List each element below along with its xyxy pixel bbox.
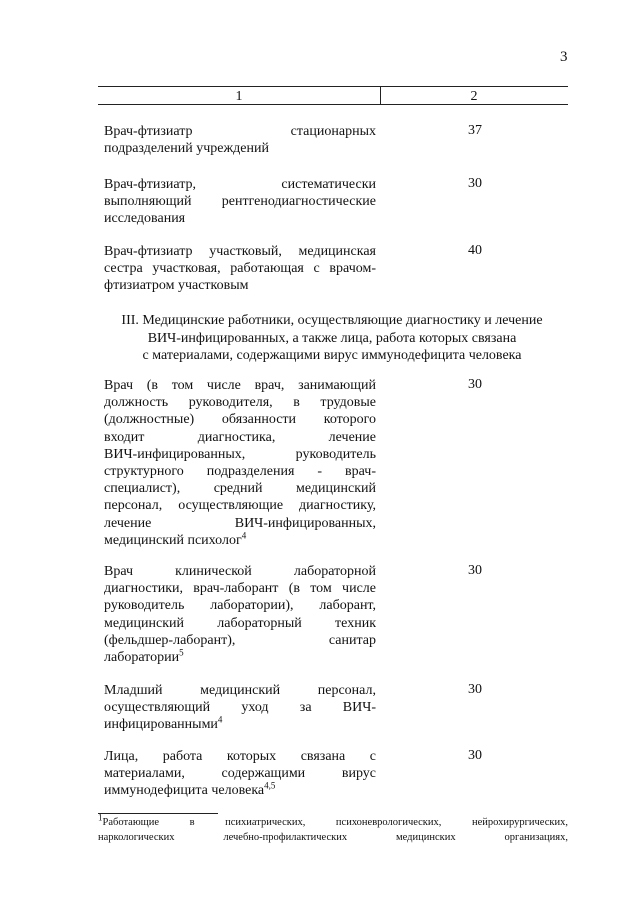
entry-line: (фельдшер-лаборант), санитар [104, 632, 376, 648]
entry-value: 30 [468, 377, 482, 392]
footnote-line-text: Работающие в психиатрических, психоневрологических, нейрохирургических, [102, 817, 568, 828]
column-header-2: 2 [470, 89, 478, 104]
table-row-section-entry-1 [104, 377, 376, 549]
entry-line: Лица, работа которых связана с [104, 749, 376, 764]
entry-line: руководитель лаборатории), лаборант, [104, 598, 376, 614]
entry-line: Врач клинической лабораторной [104, 564, 376, 579]
footnote-text [98, 812, 568, 828]
entry-line-text: иммунодефицита человека [104, 783, 265, 799]
footnote [98, 812, 568, 845]
entry-line-with-note [104, 532, 376, 549]
entry-line: Врач-фтизиатр участковый, медицинская [104, 244, 376, 259]
footnote-line-with-mark [98, 812, 568, 830]
section-heading [98, 312, 566, 365]
section-heading-line: ВИЧ-инфицированных, а также лица, работа которых связана [147, 330, 517, 346]
entry-value: 30 [468, 682, 482, 697]
entry-line: ВИЧ-инфицированных, руководитель [104, 446, 376, 462]
entry-line: медицинский лабораторный техник [104, 615, 376, 631]
section-heading-line: III. Медицинские работники, осуществляющие диагностику и лечение [121, 313, 543, 328]
table-row-section-entry-3 [104, 682, 376, 734]
page-number: 3 [560, 49, 568, 65]
footnote-reference: 5 [179, 647, 184, 658]
footnote-line: наркологических лечебно-профилактических медицинских организациях, [98, 832, 568, 843]
entry-value: 30 [468, 563, 482, 578]
entry-value: 37 [468, 123, 482, 138]
entry-line: Врач-фтизиатр стационарных [104, 124, 376, 139]
entry-line-text: медицинский психолог [104, 532, 242, 548]
entry-line: Младший медицинский персонал, [104, 683, 376, 698]
footnote-rule [98, 813, 218, 814]
table-row-entry-2 [104, 176, 376, 228]
entry-line: входит диагностика, лечение [104, 429, 376, 445]
entry-line: Врач-фтизиатр, систематически [104, 177, 376, 192]
entry-line: подразделений учреждений [104, 141, 269, 157]
entry-line-text: инфицированными [104, 717, 218, 733]
table-header-top-rule [98, 86, 568, 87]
entry-line: лечение ВИЧ-инфицированных, [104, 515, 376, 531]
footnote-reference: 4 [241, 530, 247, 541]
entry-line: структурного подразделения - врач- [104, 464, 376, 480]
table-row-entry-1 [104, 123, 376, 157]
entry-value: 30 [468, 748, 482, 763]
table-row-section-entry-2 [104, 563, 376, 666]
section-heading-line: с материалами, содержащими вирус иммунодефицита человека [142, 348, 522, 363]
footnote-reference: 4,5 [264, 780, 276, 791]
entry-line: персонал, осуществляющие диагностику, [104, 498, 376, 514]
entry-line: выполняющий рентгенодиагностические [104, 194, 376, 210]
entry-line: Врач (в том числе врач, занимающий [104, 378, 376, 393]
entry-value: 30 [468, 176, 482, 191]
entry-line: специалист), средний медицинский [104, 481, 376, 497]
entry-line-with-note [104, 782, 376, 799]
table-row-entry-3 [104, 243, 376, 295]
entry-value: 40 [468, 243, 482, 258]
entry-line: диагностики, врач-лаборант (в том числе [104, 581, 376, 597]
table-row-section-entry-4 [104, 748, 376, 800]
footnote-reference: 4 [217, 714, 223, 725]
entry-line-with-note [104, 716, 376, 733]
entry-line: сестра участковая, работающая с врачом- [104, 261, 376, 277]
entry-line: (должностные) обязанности которого [104, 412, 376, 428]
entry-line: должность руководителя, в трудовые [104, 395, 376, 411]
entry-line-with-note [104, 649, 376, 666]
entry-line: фтизиатром участковым [104, 278, 249, 294]
entry-line: исследования [104, 211, 186, 227]
entry-line: осуществляющий уход за ВИЧ- [104, 700, 376, 716]
column-header-1: 1 [235, 89, 243, 104]
entry-line: материалами, содержащими вирус [104, 766, 376, 782]
entry-line-text: лаборатории [104, 650, 180, 666]
footnote-mark: 1 [98, 812, 103, 823]
